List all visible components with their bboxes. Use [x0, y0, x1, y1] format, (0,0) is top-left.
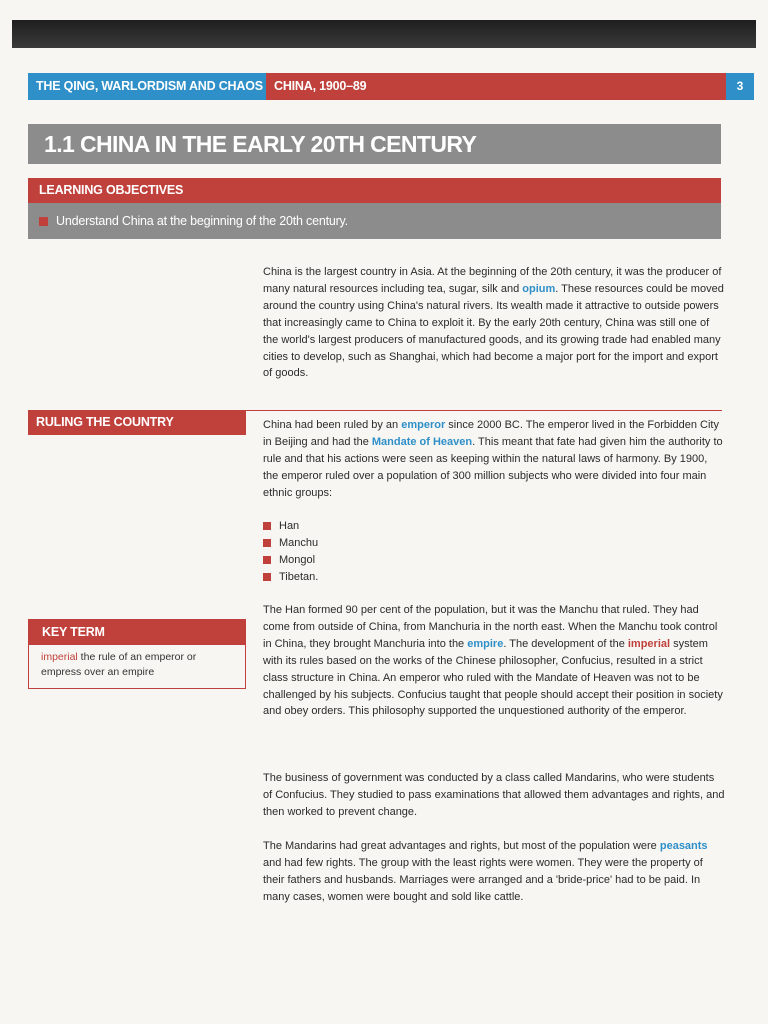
page-number: 3	[726, 73, 754, 100]
chapter-title: THE QING, WARLORDISM AND CHAOS	[28, 73, 266, 100]
group-name: Mongol	[279, 553, 316, 566]
learning-objectives-heading: LEARNING OBJECTIVES	[28, 178, 721, 203]
peasants-paragraph	[263, 838, 725, 906]
group-name: Han	[279, 520, 300, 532]
list-item	[263, 518, 318, 535]
ethnic-groups-list	[263, 518, 318, 586]
keyword-opium[interactable]: opium	[522, 282, 556, 295]
keyword-empire[interactable]: empire	[467, 637, 504, 650]
key-term-text: the rule of an emperor or empress over an empire	[41, 651, 197, 678]
bullet-square-icon	[263, 522, 271, 530]
peasants-text: The Mandarins had great advantages and rights, but most of the population were	[263, 840, 660, 852]
keyword-emperor[interactable]: emperor	[401, 419, 446, 431]
scan-edge-strip	[12, 20, 756, 48]
bullet-square-icon	[39, 217, 48, 226]
list-item	[263, 552, 318, 569]
ruling-text: China had been ruled by an	[263, 419, 402, 431]
intro-paragraph	[263, 264, 725, 382]
han-text: system with its rules based on the works of the Chinese philosopher, Confucius, resulted in a strict class structure in China. An emperor who ruled with the Mandate of Heaven was not to be challenged by his subjects. Confucius taught that people should accept their position in society and obey orders. This philosophy supported the unquestioned authority of the emperor.	[263, 637, 723, 718]
section-divider	[246, 410, 722, 411]
keyword-peasants[interactable]: peasants	[659, 840, 708, 852]
group-name: Manchu	[279, 536, 319, 549]
intro-text: . These resources could be moved around the country using China's natural rivers. Its wealth made it attractive to outside powers that increasingly came to China to exploit it. By the early 20th century, China was still one of the world's largest producers of manufactured goods, and its growing trade had enabled many cities to develop, such as Shanghai, which had become a major port for the import and export of goods.	[263, 282, 724, 380]
han-paragraph	[263, 602, 725, 720]
list-item	[263, 535, 318, 552]
ruling-paragraph	[263, 417, 725, 502]
key-term-word: imperial	[41, 651, 78, 663]
key-term-box	[28, 619, 246, 689]
group-name: Tibetan.	[279, 570, 319, 583]
section-title: 1.1 CHINA IN THE EARLY 20TH CENTURY	[28, 124, 721, 164]
intro-text: China is the largest country in Asia. At the beginning of the 20th century, it was the producer of many natural resources including tea, sugar, silk and	[263, 266, 722, 295]
key-term-definition	[29, 645, 245, 680]
list-item	[263, 569, 318, 586]
key-term-heading: KEY TERM	[29, 620, 245, 645]
keyword-mandate-of-heaven[interactable]: Mandate of Heaven	[371, 435, 473, 448]
page-header	[28, 73, 754, 100]
bullet-square-icon	[263, 573, 271, 581]
topic-title: CHINA, 1900–89	[266, 73, 726, 100]
han-text: The Han formed 90 per cent of the population, but it was the Manchu that ruled. They had come from outside of China, from Manchuria in the north east. When the Manchu took control in China, they brought Manchuria into the	[263, 604, 718, 650]
ruling-the-country-heading: RULING THE COUNTRY	[28, 410, 246, 435]
peasants-text: and had few rights. The group with the least rights were women. They were the property of their fathers and husbands. Marriages were arranged and a 'bride-price' had to be paid. In many cases, women were bought and sold like cattle.	[263, 856, 703, 903]
learning-objectives-body	[28, 203, 721, 239]
learning-objective-item: Understand China at the beginning of the 20th century.	[56, 214, 348, 228]
keyword-imperial[interactable]: imperial	[627, 637, 671, 650]
mandarins-paragraph: The business of government was conducted by a class called Mandarins, who were students of Confucius. They studied to pass examinations that allowed them advantages and rights, and then worked to prevent change.	[263, 772, 725, 818]
bullet-square-icon	[263, 539, 271, 547]
ruling-text: since 2000 BC. The emperor lived in the Forbidden City in Beijing and had the	[263, 419, 719, 448]
ruling-text: . This meant that fate had given him the authority to rule and that his actions were seen as keeping within the natural laws of harmony. By 1900, the emperor ruled over a population of 300 million subjects who were divided into four main ethnic groups:	[263, 435, 723, 499]
han-text: . The development of the	[503, 637, 628, 650]
bullet-square-icon	[263, 556, 271, 564]
